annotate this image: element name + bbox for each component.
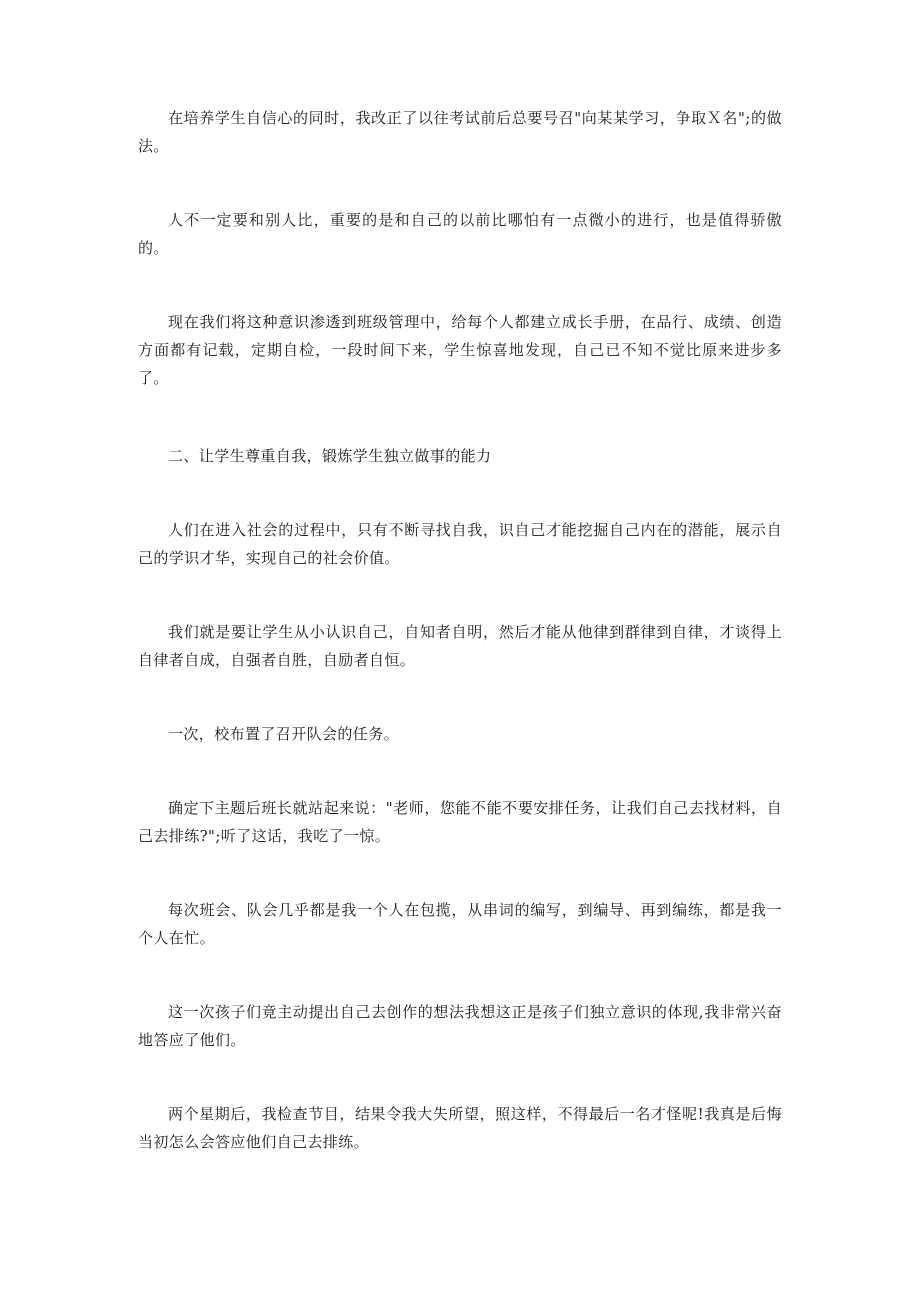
paragraph-8: 每次班会、队会几乎都是我一个人在包揽，从串词的编写，到编导、再到编练，都是我一个人在忙。 — [138, 901, 782, 947]
paragraph-7: 确定下主题后班长就站起来说："老师，您能不能不要安排任务，让我们自己去找材料，自己去排练?";听了这话，我吃了一惊。 — [138, 799, 782, 845]
paragraph-9: 这一次孩子们竟主动提出自己去创作的想法我想这正是孩子们独立意识的体现,我非常兴奋地答应了他们。 — [138, 1003, 782, 1049]
paragraph-4: 人们在进入社会的过程中，只有不断寻找自我，识自己才能挖掘自己内在的潜能，展示自己的学识才华，实现自己的社会价值。 — [138, 521, 782, 567]
paragraph-3: 现在我们将这种意识渗透到班级管理中，给每个人都建立成长手册，在品行、成绩、创造方面都有记载，定期自检，一段时间下来，学生惊喜地发现，自己已不知不觉比原来进步多了。 — [138, 313, 782, 387]
section-heading: 二、让学生尊重自我，锻炼学生独立做事的能力 — [168, 447, 492, 465]
document-page — [138, 104, 782, 1156]
paragraph-1: 在培养学生自信心的同时，我改正了以往考试前后总要号召"向某某学习，争取Ｘ名";的做法。 — [138, 109, 782, 155]
paragraph-2: 人不一定要和别人比，重要的是和自己的以前比哪怕有一点微小的进行，也是值得骄傲的。 — [138, 211, 782, 257]
paragraph-6: 一次，校布置了召开队会的任务。 — [168, 725, 400, 743]
paragraph-5: 我们就是要让学生从小认识自己，自知者自明，然后才能从他律到群律到自律，才谈得上自律者自成，自强者自胜，自励者自恒。 — [138, 623, 782, 669]
paragraph-10: 两个星期后，我检查节目，结果令我大失所望，照这样，不得最后一名才怪呢!我真是后悔当初怎么会答应他们自己去排练。 — [138, 1105, 782, 1151]
